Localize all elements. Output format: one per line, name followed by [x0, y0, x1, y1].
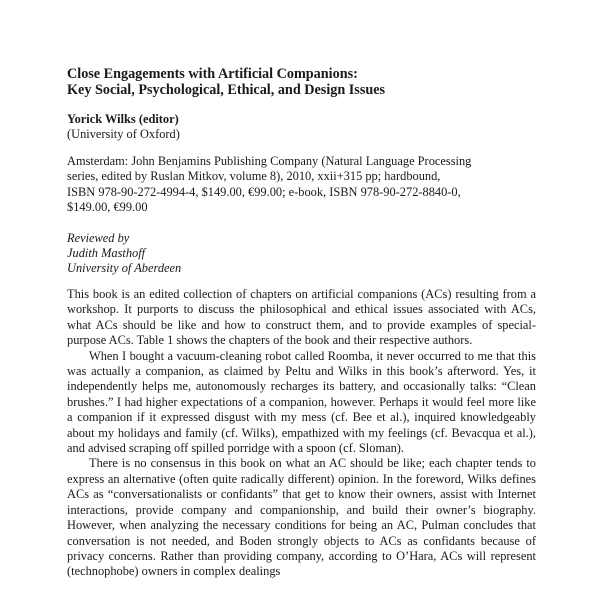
publication-line: series, edited by Ruslan Mitkov, volume 8), 2010, xxii+315 pp; hardbound, [67, 169, 441, 184]
reviewer-institution: University of Aberdeen [67, 261, 182, 275]
author-name: Yorick Wilks (editor) [67, 112, 179, 126]
book-title-line-1: Close Engagements with Artificial Companions: [67, 66, 358, 82]
author-affiliation: (University of Oxford) [67, 127, 180, 141]
publication-line: Amsterdam: John Benjamins Publishing Company (Natural Language Processing [67, 154, 472, 168]
body-paragraph: When I bought a vacuum-cleaning robot called Roomba, it never occurred to me that this was actually a companion, as claimed by Peltu and Wilks in this book’s afterword. Yes, it independently helps me, autonomously recharges its battery, and occasionally talks: “Clean brushes.” I had higher expectations of a companion, however. Perhaps it would feel more like a companion if it expressed disgust with my mess (cf. Bee et al.), inquired knowledgeably about my holidays and family (cf. Wilks), empathized with my feelings (cf. Bevacqua et al.), and advised scraping off spilled porridge with a spoon (cf. Sloman). [67, 348, 536, 456]
reviewed-by-label: Reviewed by [67, 231, 130, 245]
reviewer-block [67, 231, 181, 276]
publication-details [67, 154, 536, 216]
publication-line: ISBN 978-90-272-4994-4, $149.00, €99.00; e-book, ISBN 978-90-272-8840-0, [67, 184, 461, 199]
reviewer-name: Judith Masthoff [67, 246, 146, 260]
review-body [67, 287, 536, 580]
body-paragraph: This book is an edited collection of chapters on artificial companions (ACs) resulting from a workshop. It purports to discuss the philosophical and ethical issues associated with ACs, what ACs should be like and how to construct them, and to provide examples of special-purpose ACs. Table 1 shows the chapters of the book and their respective authors. [67, 287, 536, 348]
body-paragraph: There is no consensus in this book on what an AC should be like; each chapter tends to express an alternative (often quite radically different) opinion. In the foreword, Wilks defines ACs as “conversationalists or confidants” that get to know their owners, assist with Internet interactions, provide company and companionship, and build their owner’s biography. However, when analyzing the necessary conditions for being an AC, Pulman concludes that conversation is not needed, and Boden strongly objects to ACs as confidants because of privacy concerns. Rather than providing company, according to O’Hara, ACs will represent (technophobe) owners in complex dealings [67, 456, 536, 579]
book-title-line-2: Key Social, Psychological, Ethical, and Design Issues [67, 82, 386, 98]
author-block [67, 112, 180, 142]
book-title [67, 66, 536, 98]
publication-line: $149.00, €99.00 [67, 200, 148, 215]
